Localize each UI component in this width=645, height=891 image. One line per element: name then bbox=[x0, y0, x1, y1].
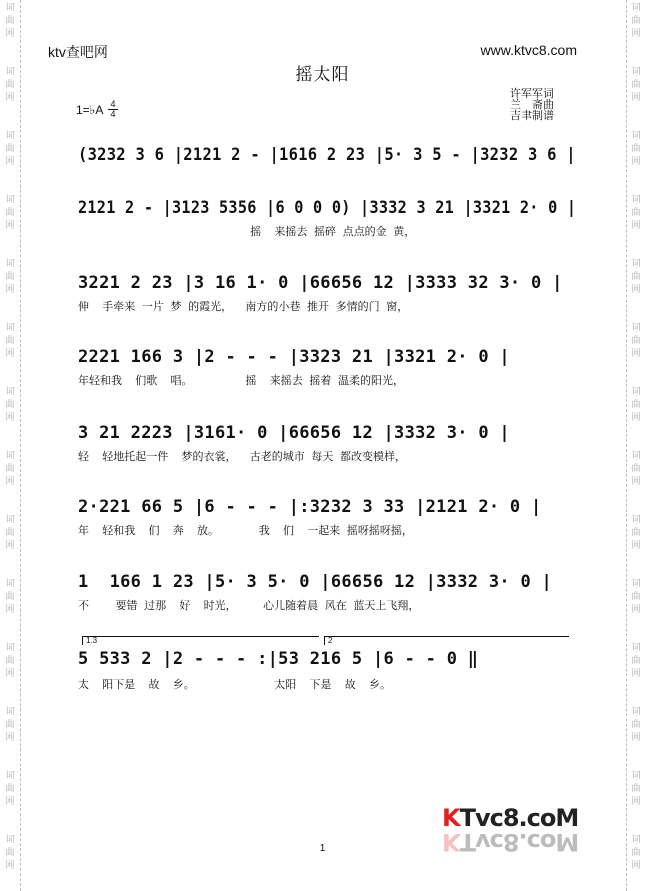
volta-second-ending bbox=[324, 636, 569, 645]
left-dashed-border bbox=[20, 0, 21, 891]
page-number: 1 bbox=[319, 843, 326, 854]
key-signature: 1=♭A bbox=[76, 103, 104, 117]
side-watermark-char: 网 bbox=[5, 797, 15, 807]
side-watermark-char: 曲 bbox=[5, 400, 15, 410]
side-watermark-char: 词 bbox=[631, 515, 641, 525]
side-watermark-char: 网 bbox=[5, 541, 15, 551]
side-watermark-char: 词 bbox=[5, 707, 15, 717]
logo-rest: Tvc8.coM bbox=[459, 804, 579, 832]
lyric-line: 伸 手牵来 一片 梦 的霞光， 南方的小巷 推开 多情的门 窗， bbox=[78, 300, 409, 313]
notation-line: (3232 3 6 |2121 2 - |1616 2 23 |5· 3 5 - |3232 3 6 | bbox=[78, 145, 576, 165]
side-watermark-char: 曲 bbox=[5, 144, 15, 154]
side-watermark-char: 曲 bbox=[5, 720, 15, 730]
side-watermark-char: 网 bbox=[631, 285, 641, 295]
side-watermark-char: 词 bbox=[631, 707, 641, 717]
side-watermark-char: 词 bbox=[631, 643, 641, 653]
side-watermark-char: 网 bbox=[5, 221, 15, 231]
side-watermark-char: 网 bbox=[5, 93, 15, 103]
side-watermark-char: 曲 bbox=[631, 464, 641, 474]
side-watermark-char: 词 bbox=[5, 195, 15, 205]
side-watermark-char: 网 bbox=[631, 733, 641, 743]
side-watermark-char: 词 bbox=[631, 3, 641, 13]
side-watermark-char: 网 bbox=[631, 413, 641, 423]
side-watermark-char: 词 bbox=[5, 515, 15, 525]
side-watermark-char: 曲 bbox=[631, 720, 641, 730]
credit-composer: 兰 斋曲 bbox=[510, 99, 554, 111]
right-watermark-column bbox=[628, 0, 644, 891]
notation-line: 5 533 2 |2 - - - :|53 216 5 |6 - - 0 ‖ bbox=[78, 649, 479, 669]
notation-line: 2·221 66 5 |6 - - - |:3232 3 33 |2121 2· 0 | bbox=[78, 497, 542, 517]
side-watermark-char: 词 bbox=[5, 67, 15, 77]
side-watermark-char: 网 bbox=[5, 477, 15, 487]
lyric-line: 不 要错 过那 好 时光， 心儿随着晨 风在 蓝天上飞翔， bbox=[78, 599, 420, 612]
side-watermark-char: 网 bbox=[5, 349, 15, 359]
side-watermark-char: 词 bbox=[5, 451, 15, 461]
right-dashed-border bbox=[626, 0, 627, 891]
side-watermark-char: 曲 bbox=[631, 16, 641, 26]
side-watermark-char: 曲 bbox=[5, 592, 15, 602]
side-watermark-char: 词 bbox=[631, 323, 641, 333]
side-watermark-char: 曲 bbox=[631, 80, 641, 90]
side-watermark-char: 曲 bbox=[631, 272, 641, 282]
side-watermark-char: 曲 bbox=[5, 16, 15, 26]
side-watermark-char: 词 bbox=[5, 131, 15, 141]
side-watermark-char: 曲 bbox=[631, 592, 641, 602]
credit-arranger: 吉聿制谱 bbox=[510, 110, 554, 122]
side-watermark-char: 曲 bbox=[5, 272, 15, 282]
logo-reflection-k: K bbox=[442, 828, 460, 856]
side-watermark-char: 曲 bbox=[631, 336, 641, 346]
credit-lyricist: 许军军词 bbox=[510, 88, 554, 100]
side-watermark-char: 词 bbox=[631, 451, 641, 461]
side-watermark-char: 网 bbox=[5, 29, 15, 39]
side-watermark-char: 词 bbox=[5, 387, 15, 397]
notation-line: 3 21 2223 |3161· 0 |66656 12 |3332 3· 0 | bbox=[78, 423, 510, 443]
time-signature-top: 4 bbox=[108, 100, 118, 110]
side-watermark-char: 词 bbox=[631, 131, 641, 141]
side-watermark-char: 网 bbox=[631, 541, 641, 551]
side-watermark-char: 网 bbox=[5, 605, 15, 615]
side-watermark-char: 词 bbox=[631, 387, 641, 397]
lyric-line: 太 阳下是 故 乡。 太阳 下是 故 乡。 bbox=[78, 678, 391, 691]
volta-first-label: 1.3 bbox=[86, 636, 98, 645]
side-watermark-char: 词 bbox=[5, 579, 15, 589]
lyric-line: 年 轻和我 们 奔 放。 我 们 一起来 摇呀摇呀摇， bbox=[78, 524, 413, 537]
side-watermark-char: 词 bbox=[631, 771, 641, 781]
notation-line: 1 166 1 23 |5· 3 5· 0 |66656 12 |3332 3· 0 | bbox=[78, 572, 553, 592]
lyric-line: 摇 来摇去 摇碎 点点的金 黄， bbox=[78, 225, 416, 238]
side-watermark-char: 曲 bbox=[631, 400, 641, 410]
side-watermark-char: 词 bbox=[5, 259, 15, 269]
side-watermark-char: 曲 bbox=[5, 336, 15, 346]
side-watermark-char: 网 bbox=[631, 157, 641, 167]
site-url-right[interactable]: www.ktvc8.com bbox=[480, 42, 577, 58]
side-watermark-char: 网 bbox=[631, 29, 641, 39]
logo-reflection-rest: Tvc8.coM bbox=[459, 828, 579, 856]
side-watermark-char: 曲 bbox=[631, 144, 641, 154]
notation-line: 3221 2 23 |3 16 1· 0 |66656 12 |3333 32 3· 0 | bbox=[78, 273, 563, 293]
notation-line: 2121 2 - |3123 5356 |6 0 0 0) |3332 3 21 |3321 2· 0 | bbox=[78, 198, 577, 218]
side-watermark-char: 词 bbox=[631, 835, 641, 845]
side-watermark-char: 曲 bbox=[5, 208, 15, 218]
side-watermark-char: 网 bbox=[631, 93, 641, 103]
side-watermark-char: 曲 bbox=[631, 528, 641, 538]
side-watermark-char: 曲 bbox=[631, 848, 641, 858]
side-watermark-char: 曲 bbox=[631, 656, 641, 666]
notation-line: 2221 166 3 |2 - - - |3323 21 |3321 2· 0 | bbox=[78, 347, 510, 367]
side-watermark-char: 网 bbox=[5, 733, 15, 743]
side-watermark-char: 词 bbox=[5, 643, 15, 653]
side-watermark-char: 网 bbox=[5, 285, 15, 295]
side-watermark-char: 曲 bbox=[5, 848, 15, 858]
side-watermark-char: 网 bbox=[631, 477, 641, 487]
side-watermark-char: 词 bbox=[5, 3, 15, 13]
volta-first-ending bbox=[82, 636, 319, 645]
side-watermark-char: 网 bbox=[631, 349, 641, 359]
side-watermark-char: 网 bbox=[631, 797, 641, 807]
logo-k: K bbox=[442, 804, 460, 832]
side-watermark-char: 网 bbox=[631, 605, 641, 615]
side-watermark-char: 网 bbox=[5, 861, 15, 871]
time-signature-bottom: 4 bbox=[110, 109, 116, 119]
volta-second-label: 2 bbox=[328, 636, 333, 645]
side-watermark-char: 曲 bbox=[631, 784, 641, 794]
lyric-line: 轻 轻地托起一件 梦的衣裳， 古老的城市 每天 都改变模样， bbox=[78, 450, 406, 463]
side-watermark-char: 网 bbox=[631, 861, 641, 871]
left-watermark-column bbox=[2, 0, 18, 891]
side-watermark-char: 词 bbox=[631, 195, 641, 205]
time-signature bbox=[108, 100, 118, 119]
side-watermark-char: 曲 bbox=[5, 656, 15, 666]
side-watermark-char: 曲 bbox=[5, 464, 15, 474]
side-watermark-char: 词 bbox=[5, 835, 15, 845]
side-watermark-char: 网 bbox=[631, 669, 641, 679]
side-watermark-char: 词 bbox=[5, 323, 15, 333]
side-watermark-char: 网 bbox=[5, 413, 15, 423]
side-watermark-char: 曲 bbox=[631, 208, 641, 218]
side-watermark-char: 词 bbox=[5, 771, 15, 781]
side-watermark-char: 曲 bbox=[5, 80, 15, 90]
side-watermark-char: 曲 bbox=[5, 528, 15, 538]
lyric-line: 年轻和我 们歌 唱。 摇 来摇去 摇着 温柔的阳光， bbox=[78, 374, 404, 387]
side-watermark-char: 网 bbox=[5, 669, 15, 679]
site-name-left: ktv查吧网 bbox=[48, 44, 108, 60]
side-watermark-char: 网 bbox=[631, 221, 641, 231]
song-title: 摇太阳 bbox=[295, 65, 350, 84]
side-watermark-char: 词 bbox=[631, 259, 641, 269]
side-watermark-char: 词 bbox=[631, 579, 641, 589]
side-watermark-char: 曲 bbox=[5, 784, 15, 794]
side-watermark-char: 网 bbox=[5, 157, 15, 167]
side-watermark-char: 词 bbox=[631, 67, 641, 77]
